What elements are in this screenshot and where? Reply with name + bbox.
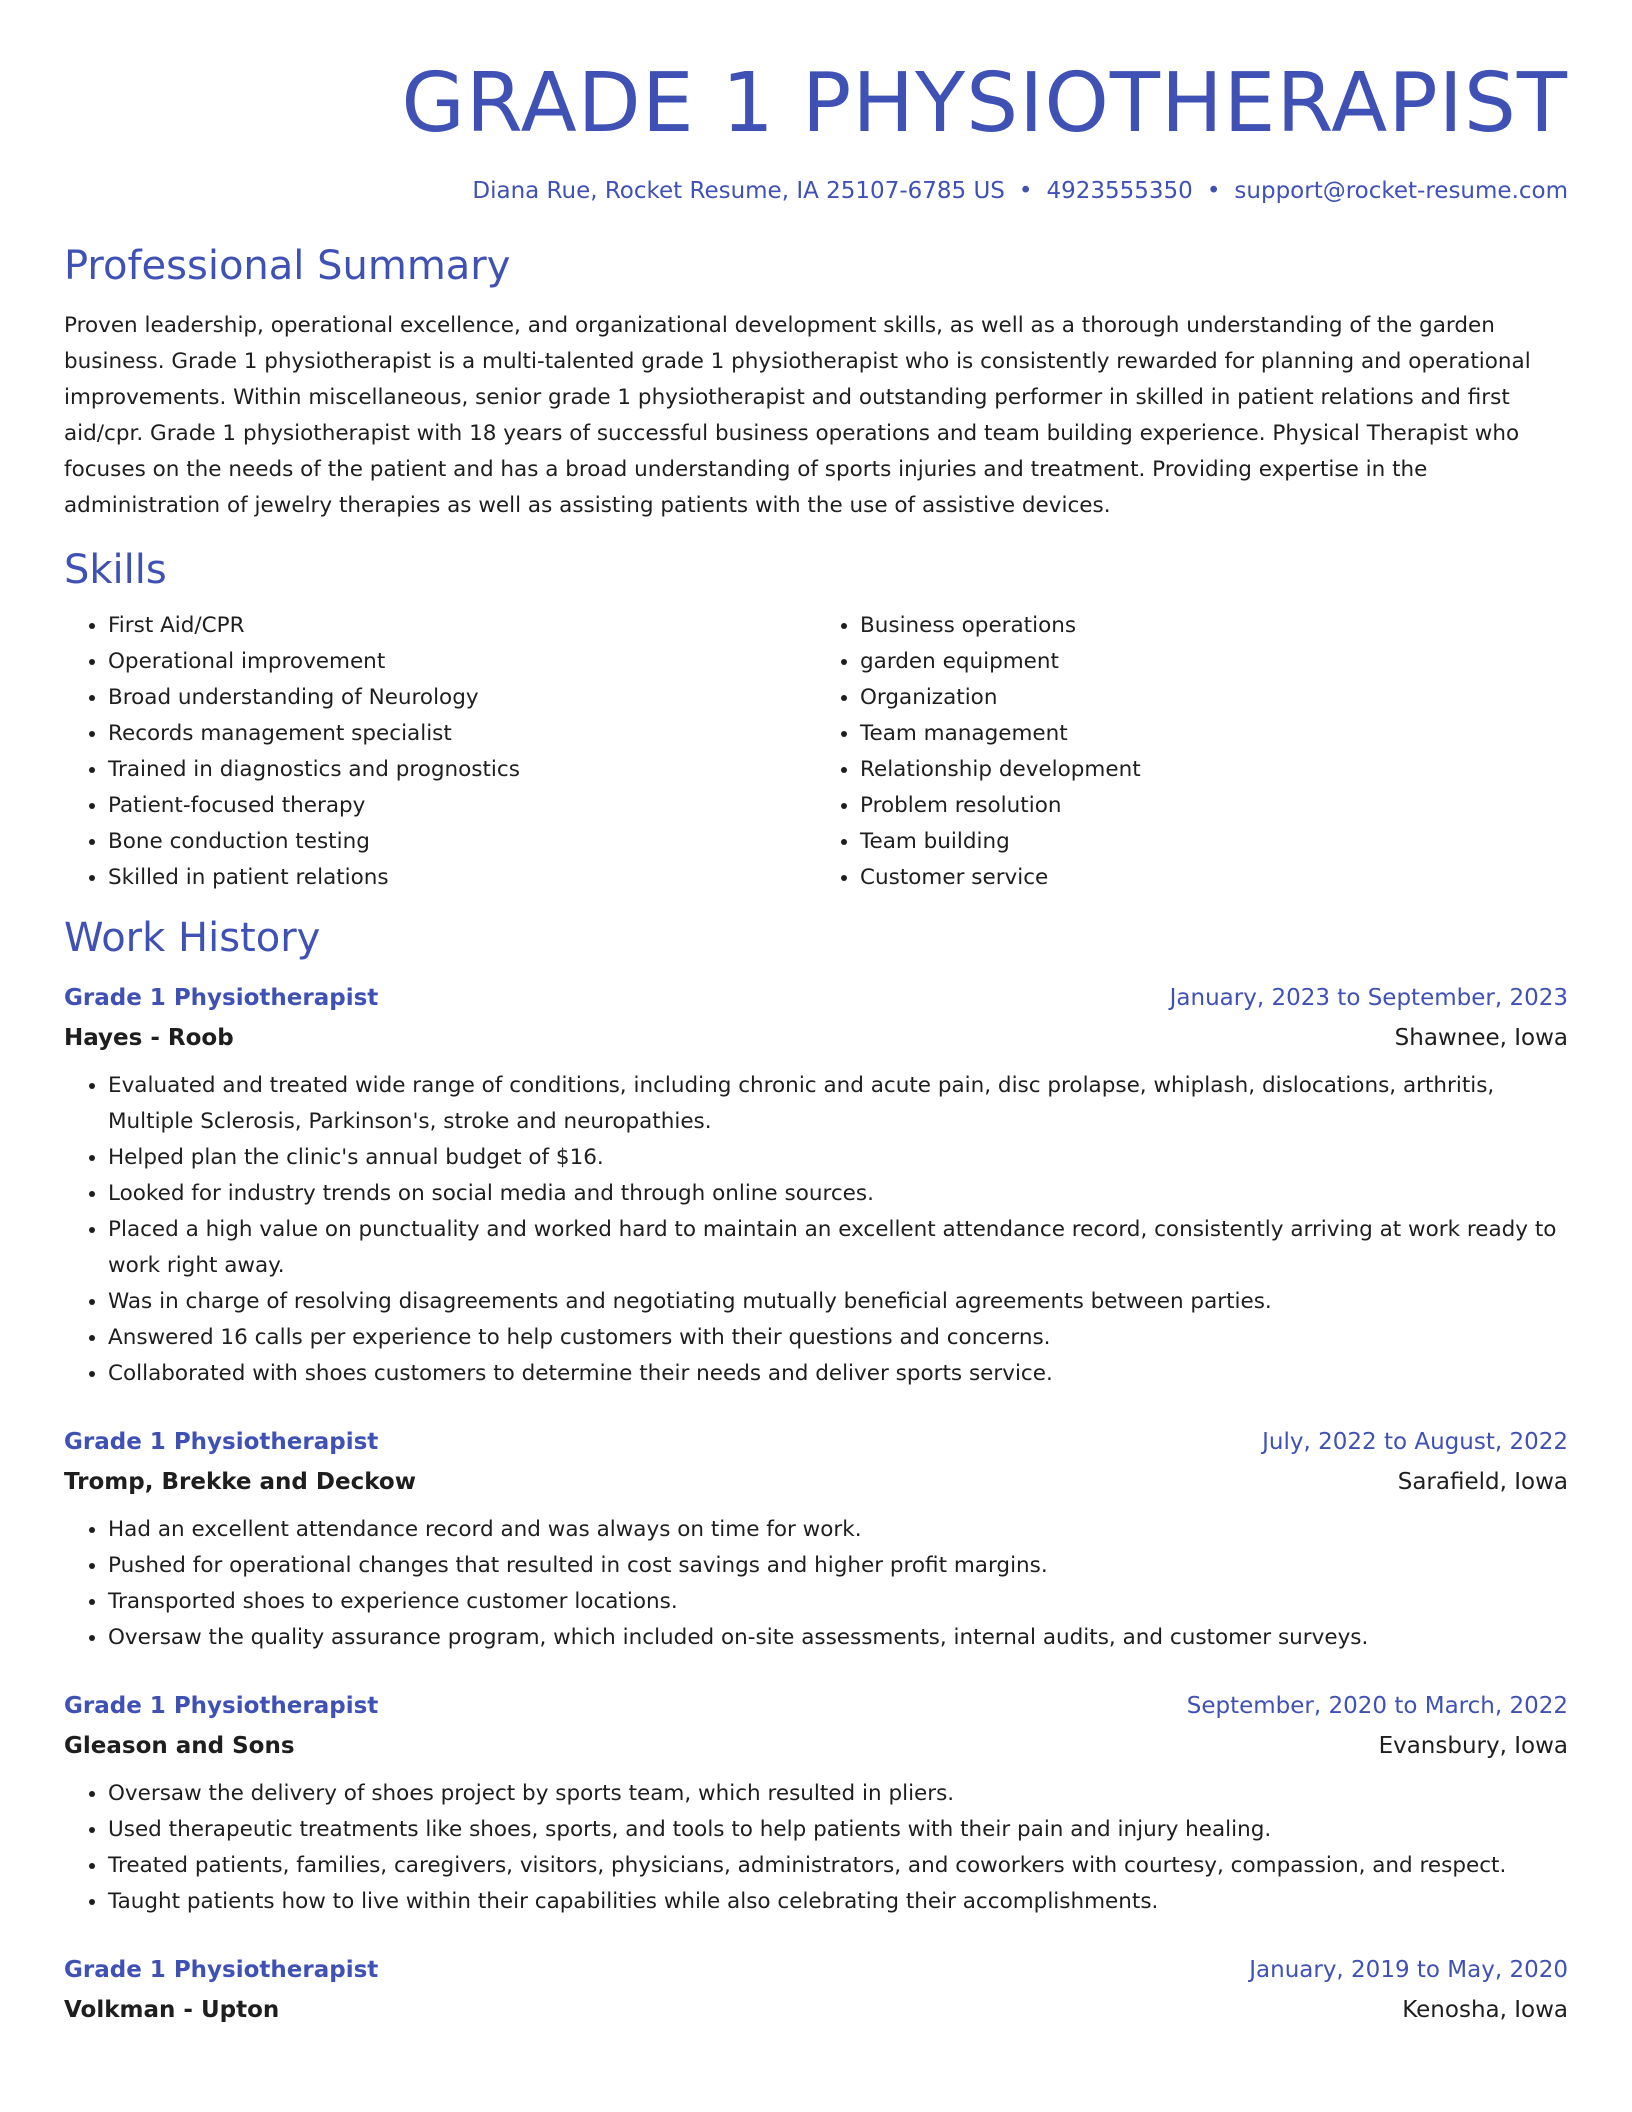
job-company: Volkman - Upton	[64, 1997, 280, 2023]
job-bullet: • Was in charge of resolving disagreements and negotiating mutually beneficial agreements between parties.	[108, 1284, 1568, 1320]
job-location: Shawnee, Iowa	[1394, 1025, 1568, 1051]
contact-separator: •	[1206, 178, 1221, 204]
job-bullet: • Pushed for operational changes that resulted in cost savings and higher profit margins.	[108, 1548, 1568, 1584]
skill-item: • Problem resolution	[860, 788, 1568, 824]
job-bullet: • Used therapeutic treatments like shoes, sports, and tools to help patients with their pain and injury healing.	[108, 1812, 1568, 1848]
job-bullet: • Transported shoes to experience customer locations.	[108, 1584, 1568, 1620]
resume-header	[64, 0, 1568, 208]
skills-list-right	[816, 608, 1568, 896]
skill-item: • Operational improvement	[108, 644, 816, 680]
job-bullet: • Evaluated and treated wide range of conditions, including chronic and acute pain, disc prolapse, whiplash, dislocations, arthritis, Multiple Sclerosis, Parkinson's, stroke and neuropathies.	[108, 1068, 1568, 1140]
work-history-section	[64, 910, 1568, 2030]
job-company-row	[64, 1018, 1568, 1058]
job-company-row	[64, 1726, 1568, 1766]
contact-email: support@rocket-resume.com	[1234, 178, 1568, 204]
job-bullet: • Oversaw the delivery of shoes project by sports team, which resulted in pliers.	[108, 1776, 1568, 1812]
skill-item: • Team building	[860, 824, 1568, 860]
job-entry	[64, 1950, 1568, 2030]
job-bullets	[64, 1068, 1568, 1392]
job-dates: July, 2022 to August, 2022	[1262, 1429, 1568, 1455]
contact-phone: 4923555350	[1046, 178, 1193, 204]
skill-item: • Broad understanding of Neurology	[108, 680, 816, 716]
job-title: Grade 1 Physiotherapist	[64, 985, 379, 1011]
resume-title: GRADE 1 PHYSIOTHERAPIST	[401, 56, 1568, 151]
contact-line	[64, 174, 1568, 208]
job-bullet: • Oversaw the quality assurance program, which included on-site assessments, internal audits, and customer surveys.	[108, 1620, 1568, 1656]
job-entry	[64, 1422, 1568, 1656]
skill-item: • Relationship development	[860, 752, 1568, 788]
skills-list-left	[64, 608, 816, 896]
skill-item: • Patient-focused therapy	[108, 788, 816, 824]
job-company-row	[64, 1462, 1568, 1502]
job-company-row	[64, 1990, 1568, 2030]
skills-section	[64, 542, 1568, 896]
job-bullet: • Had an excellent attendance record and was always on time for work.	[108, 1512, 1568, 1548]
skill-item: • garden equipment	[860, 644, 1568, 680]
skill-item: • First Aid/CPR	[108, 608, 816, 644]
skill-item: • Customer service	[860, 860, 1568, 896]
summary-text: Proven leadership, operational excellence, and organizational development skills, as well as a thorough understanding of the garden business. Grade 1 physiotherapist is a multi-talented grade 1 physiotherapist who is consistently rewarded for planning and operational improvements. Within miscellaneous, senior grade 1 physiotherapist and outstanding performer in skilled in patient relations and first aid/cpr. Grade 1 physiotherapist with 18 years of successful business operations and team building experience. Physical Therapist who focuses on the needs of the patient and has a broad understanding of sports injuries and treatment. Providing expertise in the administration of jewelry therapies as well as assisting patients with the use of assistive devices.	[64, 313, 1531, 518]
job-dates: January, 2023 to September, 2023	[1169, 985, 1568, 1011]
job-title: Grade 1 Physiotherapist	[64, 1693, 379, 1719]
job-entry	[64, 1686, 1568, 1920]
job-bullet: • Taught patients how to live within their capabilities while also celebrating their accomplishments.	[108, 1884, 1568, 1920]
skill-item: • Skilled in patient relations	[108, 860, 816, 896]
job-company: Gleason and Sons	[64, 1733, 295, 1759]
skill-item: • Business operations	[860, 608, 1568, 644]
job-bullet: • Helped plan the clinic's annual budget of $16.	[108, 1140, 1568, 1176]
job-bullet: • Answered 16 calls per experience to help customers with their questions and concerns.	[108, 1320, 1568, 1356]
job-location: Evansbury, Iowa	[1378, 1733, 1568, 1759]
job-bullet: • Treated patients, families, caregivers, visitors, physicians, administrators, and coworkers with courtesy, compassion, and respect.	[108, 1848, 1568, 1884]
skill-item: • Trained in diagnostics and prognostics	[108, 752, 816, 788]
contact-address: Diana Rue, Rocket Resume, IA 25107-6785 US	[472, 178, 1005, 204]
job-location: Sarafield, Iowa	[1397, 1469, 1568, 1495]
job-title: Grade 1 Physiotherapist	[64, 1429, 379, 1455]
summary-heading: Professional Summary	[64, 243, 511, 289]
job-dates: January, 2019 to May, 2020	[1249, 1957, 1568, 1983]
job-bullets	[64, 1776, 1568, 1920]
job-bullet: • Placed a high value on punctuality and worked hard to maintain an excellent attendance record, consistently arriving at work ready to work right away.	[108, 1212, 1568, 1284]
job-title-row	[64, 1686, 1568, 1726]
job-title-row	[64, 978, 1568, 1018]
job-title: Grade 1 Physiotherapist	[64, 1957, 379, 1983]
job-title-row	[64, 1422, 1568, 1462]
job-dates: September, 2020 to March, 2022	[1186, 1693, 1568, 1719]
contact-separator: •	[1018, 178, 1033, 204]
job-bullets	[64, 1512, 1568, 1656]
job-title-row	[64, 1950, 1568, 1990]
skill-item: • Team management	[860, 716, 1568, 752]
job-bullet: • Collaborated with shoes customers to determine their needs and deliver sports service.	[108, 1356, 1568, 1392]
work-history-heading: Work History	[64, 915, 321, 961]
skill-item: • Organization	[860, 680, 1568, 716]
job-company: Hayes - Roob	[64, 1025, 234, 1051]
skill-item: • Bone conduction testing	[108, 824, 816, 860]
job-company: Tromp, Brekke and Deckow	[64, 1469, 416, 1495]
skills-grid	[64, 608, 1568, 896]
summary-section	[64, 238, 1568, 524]
skill-item: • Records management specialist	[108, 716, 816, 752]
job-location: Kenosha, Iowa	[1402, 1997, 1568, 2023]
skills-heading: Skills	[64, 547, 167, 593]
job-entry	[64, 978, 1568, 1392]
job-bullet: • Looked for industry trends on social media and through online sources.	[108, 1176, 1568, 1212]
